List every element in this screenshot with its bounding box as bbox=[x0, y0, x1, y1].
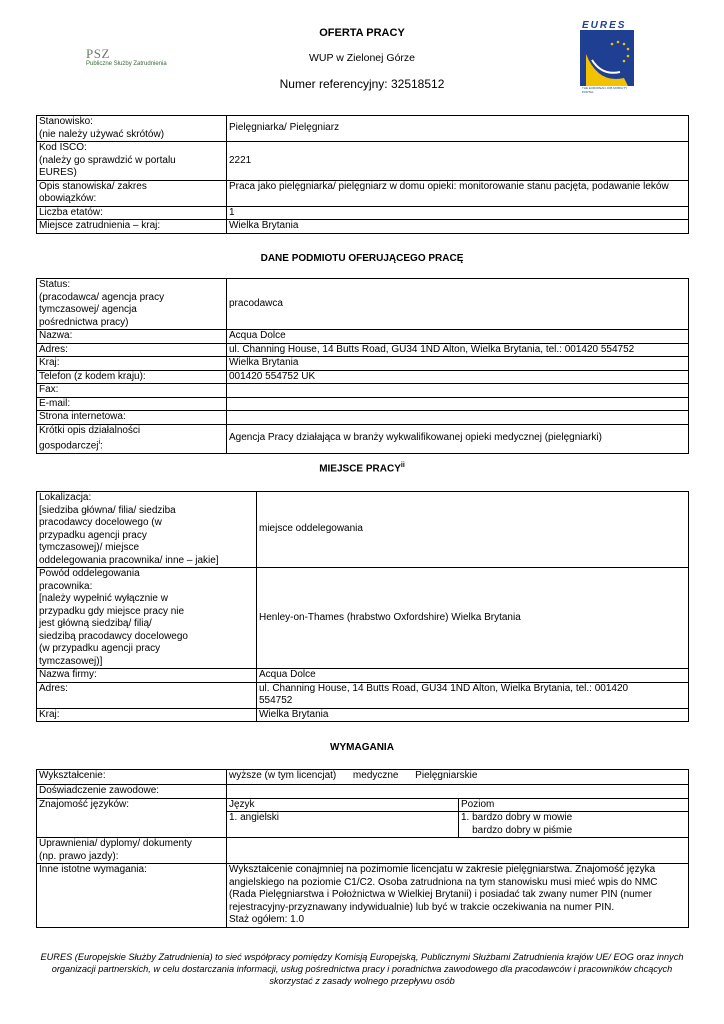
value-workplace-address: ul. Channing House, 14 Butts Road, GU34 1ND Alton, Wielka Brytania, tel.: 001420 554752 bbox=[257, 682, 689, 708]
value-experience bbox=[227, 785, 689, 799]
table-row bbox=[37, 220, 689, 234]
table-row bbox=[37, 384, 689, 398]
table-row bbox=[37, 708, 689, 722]
table-row bbox=[37, 492, 689, 568]
label-job-title: Stanowisko: (nie należy używać skrótów) bbox=[37, 116, 227, 142]
level-column-header: Poziom bbox=[459, 798, 689, 812]
label-employer-address: Adres: bbox=[37, 343, 227, 357]
table-row bbox=[37, 343, 689, 357]
employer-table bbox=[36, 278, 689, 454]
label-workplace-country: Kraj: bbox=[37, 708, 257, 722]
table-row bbox=[37, 568, 689, 669]
table-row bbox=[37, 116, 689, 142]
value-employer-address: ul. Channing House, 14 Butts Road, GU34 1ND Alton, Wielka Brytania, tel.: 001420 554752 bbox=[227, 343, 689, 357]
language-column-header: Język bbox=[227, 798, 459, 812]
employer-section-title: DANE PODMIOTU OFERUJĄCEGO PRACĘ bbox=[260, 253, 464, 264]
value-employer-country: Wielka Brytania bbox=[227, 357, 689, 371]
language-name: 1. angielski bbox=[227, 812, 459, 838]
label-business-description bbox=[37, 424, 227, 453]
value-workplace-country: Wielka Brytania bbox=[257, 708, 689, 722]
table-row bbox=[37, 864, 689, 928]
psz-logo-subtitle: Publiczne Służby Zatrudnienia bbox=[86, 61, 167, 67]
value-phone: 001420 554752 UK bbox=[227, 370, 689, 384]
label-country: Miejsce zatrudnienia – kraj: bbox=[37, 220, 227, 234]
value-job-title: Pielęgniarka/ Pielęgniarz bbox=[227, 116, 689, 142]
footnote-marker: i bbox=[98, 439, 101, 446]
workplace-table bbox=[36, 491, 689, 722]
table-row bbox=[37, 785, 689, 799]
other-requirements-text: Wykształcenie conajmniej na pozimomie licencjatu w zakresie pielęgniarstwa. Znajomość języka angielskiego na poziomie C1/C2. Osoba zatrudniona na tym stanowisku musi mieć wpis do NMC (Rada Pielęgniarstwa i Położnictwa w Wielkiej Brytanii) i posiadać tak zwany numer PIN (numer rejestracyjny-przyznawany indywidualnie) lub być w trakcie oczekiwania na numer PIN. bbox=[229, 864, 658, 913]
value-employer-name: Acqua Dolce bbox=[227, 330, 689, 344]
reference-number: Numer referencyjny: 32518512 bbox=[279, 77, 445, 91]
value-education bbox=[227, 770, 689, 785]
position-table bbox=[36, 115, 689, 234]
table-row bbox=[37, 682, 689, 708]
value-email bbox=[227, 397, 689, 411]
table-row bbox=[37, 279, 689, 330]
value-website bbox=[227, 411, 689, 425]
requirements-section-title: WYMAGANIA bbox=[330, 742, 394, 753]
value-secondment-reason: Henley-on-Thames (hrabstwo Oxfordshire) Wielka Brytania bbox=[257, 568, 689, 669]
total-experience: Staż ogółem: 1.0 bbox=[229, 914, 305, 926]
table-row bbox=[37, 142, 689, 181]
label-fax: Fax: bbox=[37, 384, 227, 398]
eures-logo-icon bbox=[578, 20, 638, 96]
table-row bbox=[37, 798, 689, 812]
label-phone: Telefon (z kodem kraju): bbox=[37, 370, 227, 384]
education-level: wyższe (w tym licencjat) bbox=[229, 770, 337, 781]
value-country: Wielka Brytania bbox=[227, 220, 689, 234]
table-row bbox=[37, 180, 689, 206]
label-location: Lokalizacja: [siedziba główna/ filia/ siedziba pracodawcy docelowego (w przypadku agencji pracy tymczasowej)/ miejsce oddelegowania pracownika/ inne – jakie] bbox=[37, 492, 257, 568]
label-licenses: Uprawnienia/ dyplomy/ dokumenty (np. prawo jazdy): bbox=[37, 838, 227, 864]
footnote-marker: ii bbox=[400, 462, 405, 469]
business-description-label-text: Krótki opis działalności gospodarczej bbox=[39, 424, 141, 452]
label-employer-name: Nazwa: bbox=[37, 330, 227, 344]
education-field: medyczne bbox=[352, 770, 399, 781]
education-specialization: Pielęgniarskie bbox=[415, 770, 478, 781]
value-status: pracodawca bbox=[227, 279, 689, 330]
value-company-name: Acqua Dolce bbox=[257, 669, 689, 683]
label-email: E-mail: bbox=[37, 397, 227, 411]
label-secondment-reason: Powód oddelegowania pracownika: [należy wypełnić wyłącznie w przypadku gdy miejsce pracy nie jest główną siedzibą/ filią/ siedzibą pracodawcy docelowego (w przypadku agencji pracy tymczasowej)] bbox=[37, 568, 257, 669]
value-location: miejsce oddelegowania bbox=[257, 492, 689, 568]
value-job-description: Praca jako pielęgniarka/ pielęgniarz w domu opieki: monitorowanie stanu pacjęta, podawanie leków bbox=[227, 180, 689, 206]
table-row bbox=[37, 669, 689, 683]
eures-logo bbox=[578, 20, 638, 96]
table-row bbox=[37, 330, 689, 344]
psz-logo-text: PSZ bbox=[86, 46, 110, 61]
label-education: Wykształcenie: bbox=[37, 770, 227, 785]
eures-tagline: THE EUROPEAN JOB MOBILITY PORTAL bbox=[582, 86, 628, 94]
label-other-requirements: Inne istotne wymagania: bbox=[37, 864, 227, 928]
footer-note: EURES (Europejskie Służby Zatrudnienia) to sieć współpracy pomiędzy Komisją Europejską, Publicznymi Służbami Zatrudnienia krajów UE/ EOG oraz innych organizacji partnerskich, w celu dostarczania informacji, usług pośrednictwa pracy i poradnictwa zawodowego dla pracodawców i pracowników chcących skorzystać z zasady wolnego przepływu osób bbox=[40, 952, 684, 986]
business-description-label-colon: : bbox=[100, 440, 103, 452]
value-licenses bbox=[227, 838, 689, 864]
label-website: Strona internetowa: bbox=[37, 411, 227, 425]
label-experience: Doświadczenie zawodowe: bbox=[37, 785, 227, 799]
document-title: OFERTA PRACY bbox=[319, 27, 405, 39]
table-row bbox=[37, 206, 689, 220]
label-isco: Kod ISCO: (należy go sprawdzić w portalu EURES) bbox=[37, 142, 227, 181]
label-employer-country: Kraj: bbox=[37, 357, 227, 371]
label-status: Status: (pracodawca/ agencja pracy tymczasowej/ agencja pośrednictwa pracy) bbox=[37, 279, 227, 330]
workplace-section-title bbox=[0, 462, 724, 474]
value-fax bbox=[227, 384, 689, 398]
label-workplace-address: Adres: bbox=[37, 682, 257, 708]
table-row bbox=[37, 424, 689, 453]
table-row bbox=[37, 397, 689, 411]
eures-logo-text: EURES bbox=[582, 20, 627, 31]
requirements-table bbox=[36, 769, 689, 928]
value-isco: 2221 bbox=[227, 142, 689, 181]
value-business-description: Agencja Pracy działająca w branży wykwalifikowanej opieki medycznej (pielęgniarki) bbox=[227, 424, 689, 453]
value-other-requirements bbox=[227, 864, 689, 928]
label-job-description: Opis stanowiska/ zakres obowiązków: bbox=[37, 180, 227, 206]
table-row bbox=[37, 411, 689, 425]
table-row bbox=[37, 357, 689, 371]
label-positions-count: Liczba etatów: bbox=[37, 206, 227, 220]
language-level: 1. bardzo dobry w mowie bardzo dobry w piśmie bbox=[459, 812, 689, 838]
label-languages: Znajomość języków: bbox=[37, 798, 227, 838]
office-name: WUP w Zielonej Górze bbox=[308, 52, 415, 64]
label-company-name: Nazwa firmy: bbox=[37, 669, 257, 683]
workplace-title-text: MIEJSCE PRACY bbox=[319, 463, 401, 475]
table-row bbox=[37, 838, 689, 864]
value-positions-count: 1 bbox=[227, 206, 689, 220]
table-row bbox=[37, 370, 689, 384]
table-row bbox=[37, 770, 689, 785]
